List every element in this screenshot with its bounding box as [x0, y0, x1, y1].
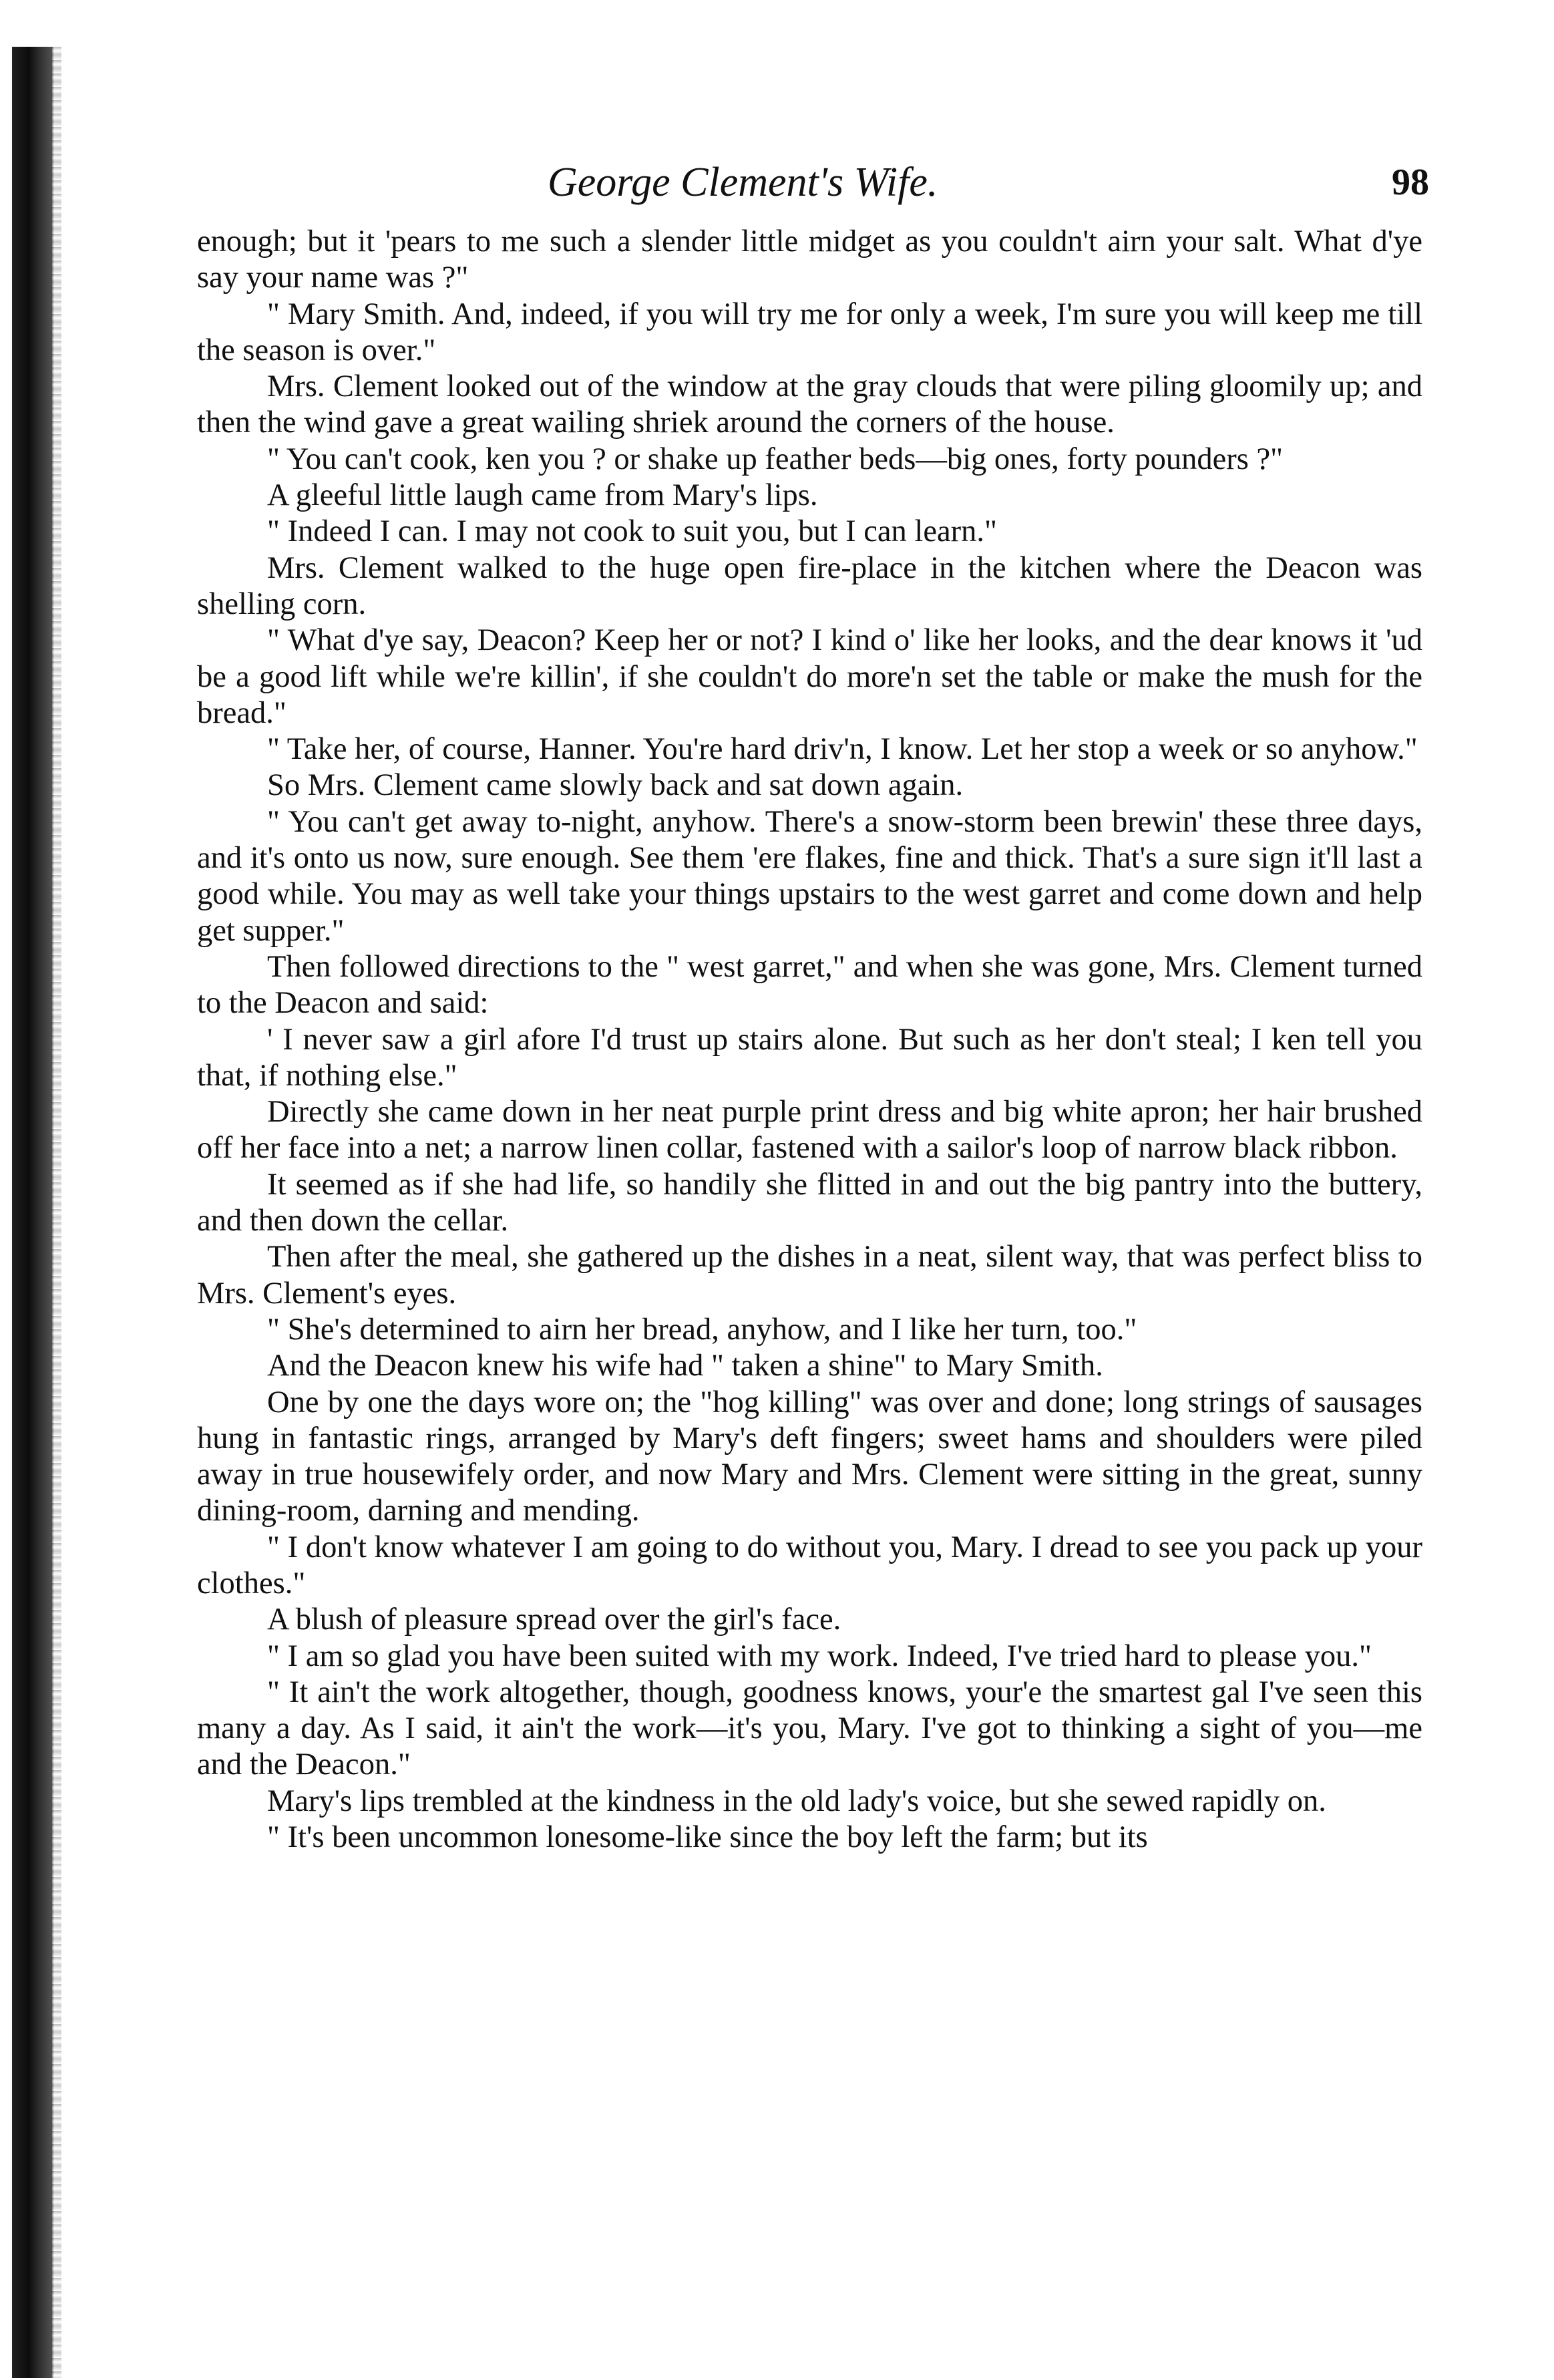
- page-number: 98: [1392, 162, 1429, 203]
- page-header: [187, 152, 1429, 212]
- paragraph: A gleeful little laugh came from Mary's lips.: [267, 478, 818, 513]
- paragraph: Then after the meal, she gathered up the dishes in a neat, silent way, that was perfect bliss to Mrs. Clement's eyes.: [197, 1240, 1422, 1311]
- paragraph: " What d'ye say, Deacon? Keep her or not? I kind o' like her looks, and the dear knows it 'ud be a good lift while we're killin', if she couldn't do more'n set the table or make the mush for the bread.": [197, 623, 1422, 730]
- paragraph: " Take her, of course, Hanner. You're hard driv'n, I know. Let her stop a week or so anyhow.": [267, 732, 1418, 767]
- paragraph: " Indeed I can. I may not cook to suit you, but I can learn.": [267, 514, 997, 549]
- paragraph: Mrs. Clement looked out of the window at the gray clouds that were piling gloomily up; and then the wind gave a great wailing shriek around the corners of the house.: [197, 369, 1422, 440]
- paragraph: And the Deacon knew his wife had " taken a shine" to Mary Smith.: [267, 1349, 1103, 1383]
- paragraph: Mrs. Clement walked to the huge open fire-place in the kitchen where the Deacon was shelling corn.: [197, 550, 1422, 621]
- paragraph: Directly she came down in her neat purple print dress and big white apron; her hair brushed off her face into a net; a narrow linen collar, fastened with a sailor's loop of narrow black ribbon.: [197, 1095, 1422, 1166]
- paragraph: ' I never saw a girl afore I'd trust up stairs alone. But such as her don't steal; I ken tell you that, if nothing else.": [197, 1022, 1422, 1093]
- paragraph: A blush of pleasure spread over the girl's face.: [267, 1602, 841, 1637]
- paragraph: " It's been uncommon lonesome-like since the boy left the farm; but its: [267, 1820, 1148, 1855]
- paragraph: enough; but it 'pears to me such a slender little midget as you couldn't airn your salt. What d'ye say your name was ?": [197, 224, 1422, 295]
- paragraph: So Mrs. Clement came slowly back and sat down again.: [267, 768, 964, 803]
- paragraph: " She's determined to airn her bread, anyhow, and I like her turn, too.": [267, 1312, 1137, 1347]
- paragraph: One by one the days wore on; the "hog killing" was over and done; long strings of sausages hung in fantastic rings, arranged by Mary's deft fingers; sweet hams and shoulders were piled away in true housewifely order, and now Mary and Mrs. Clement were sitting in the great, sunny dining-room, darning and mending.: [197, 1385, 1422, 1528]
- paragraph: It seemed as if she had life, so handily she flitted in and out the big pantry into the buttery, and then down the cellar.: [197, 1167, 1422, 1238]
- book-binding-edge: [12, 47, 53, 2378]
- running-title: George Clement's Wife.: [548, 160, 938, 205]
- paragraph: Mary's lips trembled at the kindness in the old lady's voice, but she sewed rapidly on.: [267, 1783, 1326, 1818]
- body-text: [197, 224, 1422, 1856]
- paragraph: " You can't get away to-night, anyhow. There's a snow-storm been brewin' these three days, and it's onto us now, sure enough. See them 'ere flakes, fine and thick. That's a sure sign it'll last a good while. You may as well take your things upstairs to the west garret and come down and help get supper.": [197, 804, 1422, 948]
- paragraph: " I am so glad you have been suited with my work. Indeed, I've tried hard to please you.": [267, 1639, 1372, 1673]
- paragraph: Then followed directions to the " west garret," and when she was gone, Mrs. Clement turned to the Deacon and said:: [197, 949, 1422, 1021]
- paragraph: " I don't know whatever I am going to do without you, Mary. I dread to see you pack up your clothes.": [197, 1530, 1422, 1600]
- paragraph: " You can't cook, ken you ? or shake up feather beds—big ones, forty pounders ?": [267, 442, 1284, 476]
- paragraph: " It ain't the work altogether, though, goodness knows, your'e the smartest gal I've seen this many a day. As I said, it ain't the work—it's you, Mary. I've got to thinking a sight of you—me and the Deacon.": [197, 1675, 1422, 1782]
- paragraph: " Mary Smith. And, indeed, if you will try me for only a week, I'm sure you will keep me till the season is over.": [197, 297, 1422, 367]
